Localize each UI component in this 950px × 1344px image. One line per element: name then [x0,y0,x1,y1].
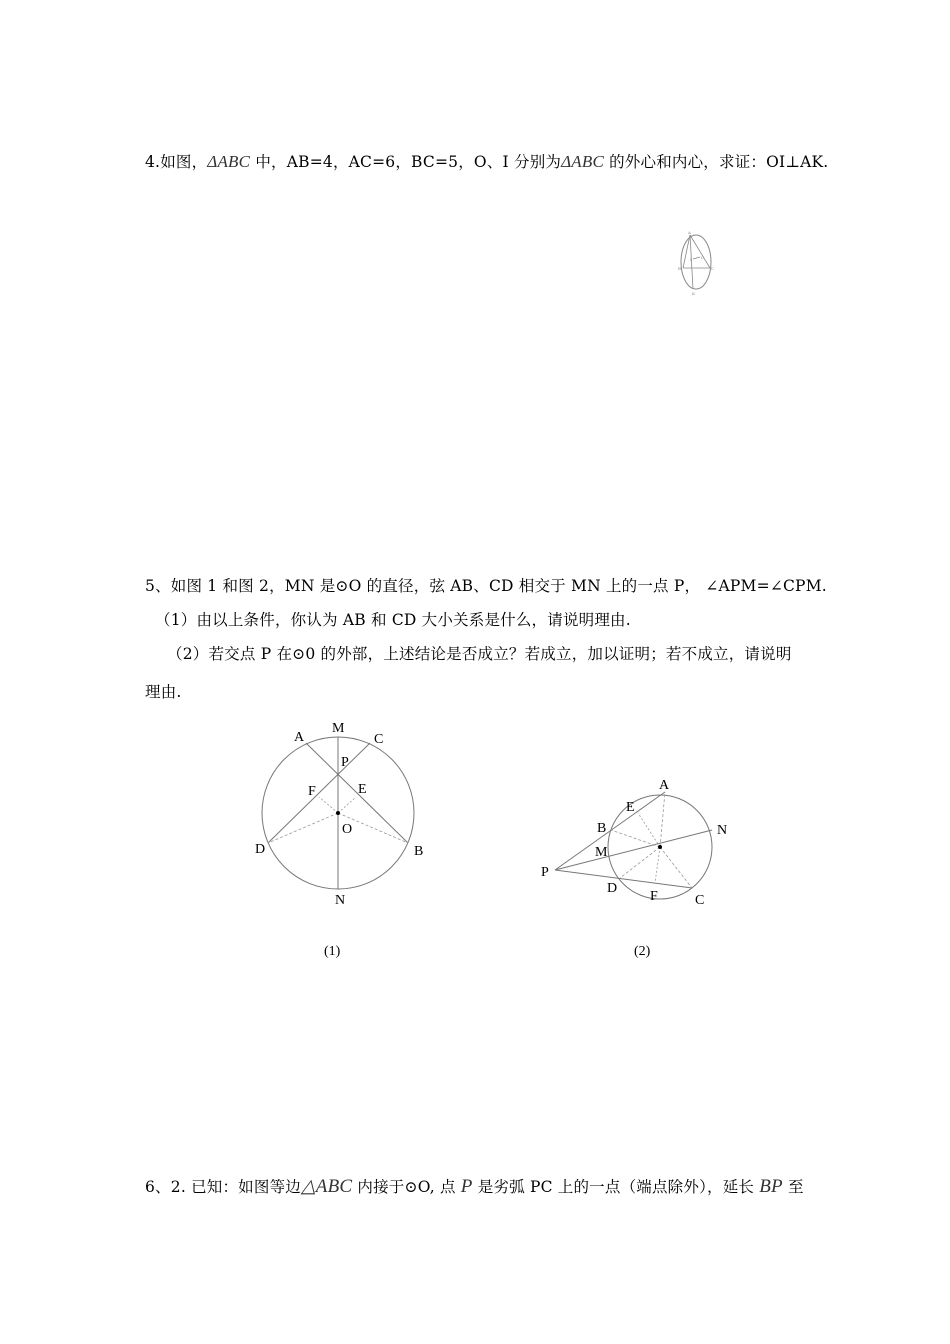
q5-part-2: （2）若交点 P 在⊙0 的外部，上述结论是否成立？若成立，加以证明；若不成立，请说明 [167,645,792,663]
fig1-label-f: F [308,784,316,799]
q5-part-2-continued: 理由. [145,683,182,701]
fig1-label-c: C [374,732,384,747]
fig2-label-f: F [650,889,658,904]
figure-2 [535,770,735,915]
q4-triangle-1: ΔABC [207,152,251,171]
fig1-label-d: D [255,842,266,857]
q4-prefix: 4.如图， [145,153,208,171]
small-label-b: B [678,266,681,271]
q4-suffix: 的外心和内心，求证：OI⊥AK. [603,153,829,171]
figure-2-caption: (2) [634,944,651,959]
q5-part-1: （1）由以上条件，你认为 AB 和 CD 大小关系是什么，请说明理由. [155,611,631,629]
small-label-k: K [692,291,695,296]
q4-triangle-2: ΔABC [561,152,604,171]
q5-line-1: 5、如图 1 和图 2，MN 是⊙O 的直径，弦 AB、CD 相交于 MN 上的一点 P， ∠APM=∠CPM. [145,577,827,595]
fig2-label-n: N [717,823,728,838]
fig2-label-p: P [541,865,549,880]
fig1-label-b: B [414,844,424,859]
figure-1 [250,715,440,915]
q4-middle: 中，AB=4，AC=6，BC=5，O、I 分别为 [250,153,562,171]
small-label-i: I [690,257,692,262]
fig1-label-m: M [332,721,345,736]
fig2-label-a: A [659,778,670,793]
q6-triangle: △ABC [300,1176,353,1197]
q4-small-figure [674,226,720,298]
fig1-label-e: E [358,782,367,797]
q6-point: P [460,1176,473,1197]
fig2-label-m: M [595,845,608,860]
fig1-label-o: O [342,822,353,837]
question-6 [145,1175,804,1198]
small-label-a: A [688,230,691,235]
fig2-label-d: D [607,881,618,896]
q6-segment: BP [759,1176,783,1197]
small-label-o: O [701,255,705,260]
fig2-label-b: B [597,821,607,836]
q6-mid-1: 内接于⊙O, 点 [352,1178,461,1196]
fig1-label-n: N [335,893,346,908]
fig2-label-c: C [695,893,705,908]
figure-1-caption: (1) [324,944,341,959]
q6-suffix: 至 [782,1178,804,1196]
fig1-label-p: P [341,755,349,770]
question-4 [145,150,828,172]
small-label-c: C [711,266,715,271]
fig2-label-e: E [626,800,635,815]
q6-mid-2: 是劣弧 PC 上的一点（端点除外），延长 [472,1178,760,1196]
q6-prefix: 6、2. 已知：如图等边 [145,1178,301,1196]
fig1-label-a: A [294,730,305,745]
